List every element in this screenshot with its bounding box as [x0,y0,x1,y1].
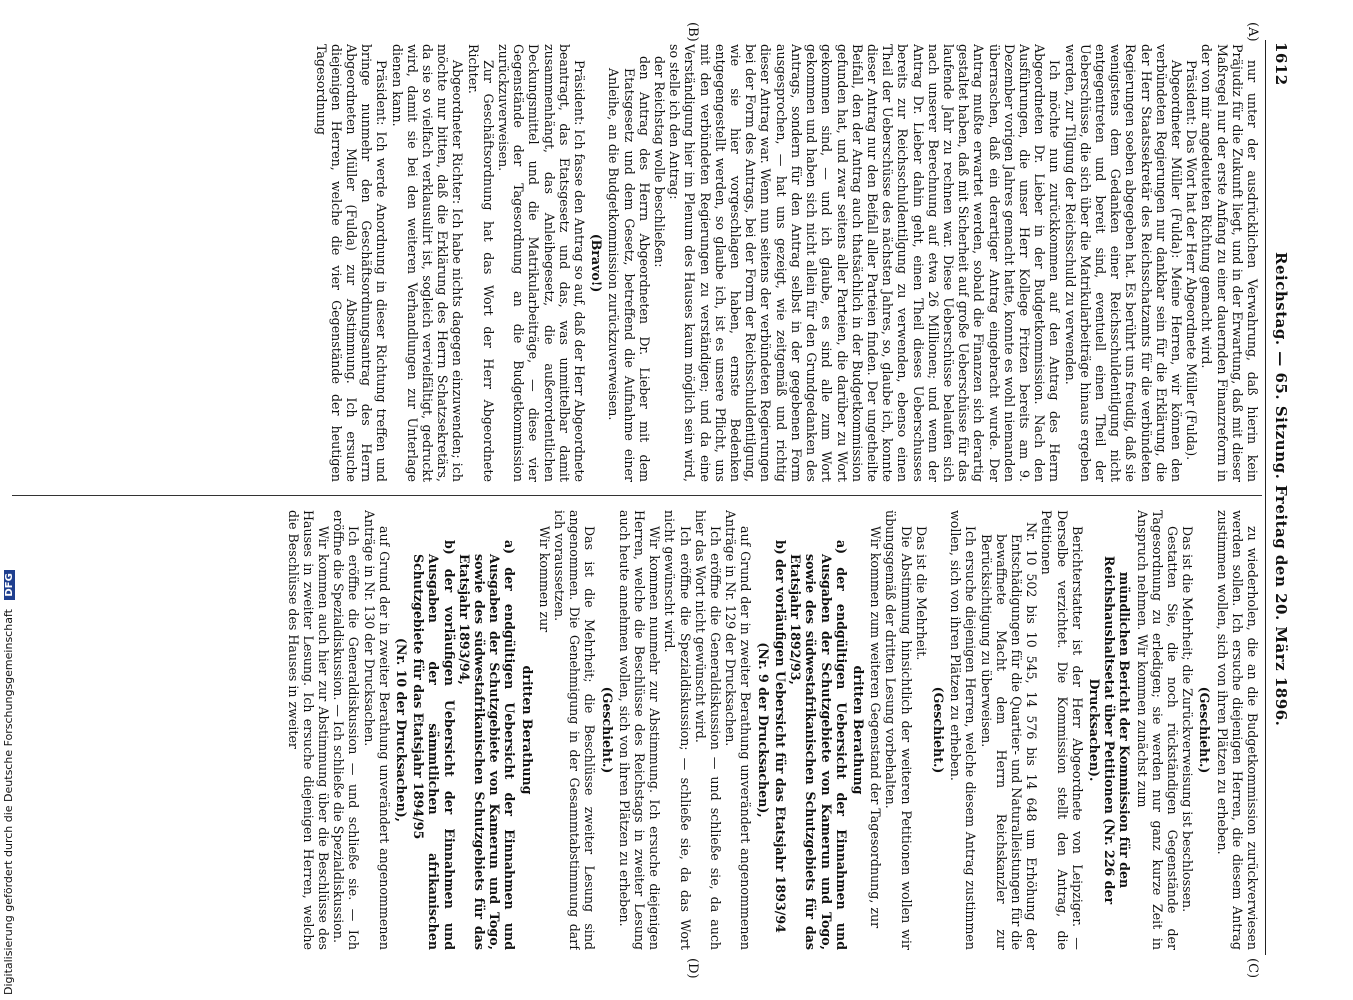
right-column-paragraph: Wir kommen zum weiteren Gegenstand der Tagesordnung, zur [868,526,884,929]
right-column-paragraph: (Geschieht.) [930,686,946,774]
credit-text: Digitalisierung gefördert durch die Deutsche Forschungsgemeinschaft [2,609,15,995]
margin-mark-c: (C) [1245,958,1260,979]
right-column-paragraph: Berichterstatter ist der Herr Abgeordnete von Leipziger. — Derselbe verzichtet. Die Kommission stellt den Antrag, die Petitionen [1039,510,1085,950]
page-number: 1612 [1272,42,1290,86]
right-column-paragraph: (Nr. 10 der Drucksachen), [394,637,410,823]
right-column-paragraph: (Nr. 9 der Drucksachen), [755,642,771,818]
left-column-paragraph: Zur Geschäftsordnung hat das Wort der Herr Abgeordnete Richter. [465,44,496,482]
header-rule [1265,40,1266,955]
right-column-paragraph: b) der vorläufigen Uebersicht für das Etatsjahr 1893/94 [772,540,788,933]
right-column-paragraph: Ich eröffne die Spezialdiskussion; — schließe sie, da das Wort nicht gewünscht wird. [662,510,693,950]
margin-mark-a: (A) [1245,22,1260,42]
left-column-paragraph: Ich möchte nun zurückkommen auf den Antrag des Herrn Abgeordneten Dr. Lieber in der Budgetkommission. Nach den Ausführungen, die unser Herr Kollege Fritzen bereits am 9. Dezember vorigen Jahres gemacht hatte, konnte es wohl niemanden überraschen, daß ein derartiger Antrag eingebracht wurde. Der Antrag mußte erwartet werden, sobald die Finanzen sich derartig gestaltet haben, daß mit Sicherheit auf große Ueberschüsse für das laufende Jahr zu rechnen war. Diese Ueberschüsse belaufen sich nach unserer Berechnung auf etwa 26 Millionen; und wenn der Antrag Dr. Lieber dahin geht, einen Theil dieses Ueberschusses bereits zur Reichsschuldentilgung zu verwenden, ebenso einen Theil der Ueberschüsse des nächsten Jahres, so, glaube ich, konnte dieser Antrag nur den Beifall aller Parteien finden. Der ungetheilte Beifall, den der Antrag auch thatsächlich in der Budgetkommission gefunden hat, und zwar seitens aller Parteien, die darüber zu Wort gekommen sind, — und ich glaube, es sind alle zum Wort gekommen und haben sich nicht allein für den Grundgedanken des Antrags, sondern für den Antrag selbst in der gegebenen Form ausgesprochen, — hat uns gezeigt, wie zeitgemäß und richtig dieser Antrag war. Wenn nun seitens der verbündeten Regierungen bei der Form des Antrags, bei der Form der Reichsschuldentilgung, wie sie hier vorgeschlagen haben, ernste Bedenken entgegengestellt werden, so glaube ich, ist es unsere Pflicht, uns mit den verbündeten Regierungen zu verständigen; und da eine Verständigung hier im Plenum des Hauses kaum möglich sein wird, so stelle ich den Antrag: [667,44,1063,482]
left-column-paragraph: der Reichstag wolle beschließen: [652,56,668,268]
left-column-paragraph: Abgeordneter Richter: Ich habe nichts dagegen einzuwenden; ich möchte nur bitten, daß die Erklärung des Herrn Schatzsekretärs, da sie so vielfach verklausulirt ist, sogleich vervielfältigt, gedruckt wird, damit sie bei den weiteren Verhandlungen zur Unterlage dienen kann. [389,44,466,482]
right-column-paragraph: Das ist die Mehrheit; die Beschlüsse zweiter Lesung sind angenommen. Die Genehmigung in der Gesammtabstimmung darf ich voraussetzen. [552,510,598,950]
digitization-credit [2,5,24,995]
right-column-paragraph: dritten Berathung [519,665,535,795]
right-column-paragraph: Wir kommen nunmehr zur Abstimmung. Ich ersuche diejenigen Herren, welche die Beschlüsse des Reichstags in zweiter Lesung auch heute annehmen wollen, sich von ihren Plätzen zu erheben. [616,510,663,950]
margin-mark-b: (B) [685,22,700,42]
right-column-paragraph: Ich eröffne die Generaldiskussion — und schließe sie, da auch hier das Wort nicht gewünscht wird. [692,510,724,950]
right-column [20,510,1260,950]
left-column-paragraph: Präsident: Ich werde Anordnung in dieser Richtung treffen und bringe nunmehr den Geschäftsordnungsantrag des Herrn Abgeordneten Müller (Fulda) zur Abstimmung. Ich ersuche diejenigen Herren, welche die vier Gegenstände der heutigen Tagesordnung [313,44,390,482]
right-column-paragraph: Wir kommen auch hier zur Abstimmung über die Beschlüsse des Hauses in zweiter Lesung. Ich ersuche diejenigen Herren, welche die Beschlüsse des Hauses in zweiter [285,510,332,950]
left-column [20,44,1260,482]
column-divider [12,495,1262,496]
right-column-paragraph: zu wiederholen, die an die Budgetkommission zurückverwiesen werden sollen. Ich ersuche diejenigen Herren, die diesem Antrag zustimmen wollen, sich von ihren Plätzen zu erheben. [1214,510,1260,950]
right-column-paragraph: (Geschieht.) [1197,686,1213,774]
right-column-paragraph: (Geschieht.) [599,686,615,774]
right-column-paragraph: auf Grund der in zweiter Berathung unverändert angenommenen Anträge in Nr. 130 der Drucksachen. [361,510,392,950]
right-column-paragraph: Gestatten Sie, die noch rückständigen Gegenstände der Tagesordnung zu erledigen; sie werden nur ganz kurze Zeit in Anspruch nehmen. Wir kommen zunächst zum [1134,510,1180,950]
right-column-paragraph: Ich ersuche diejenigen Herren, welche diesem Antrag zustimmen wollen, sich von ihren Plätzen zu erheben. [948,510,979,950]
left-column-paragraph: Präsident: Ich fasse den Antrag so auf, daß der Herr Abgeordnete beantragt, das Etatsgesetz und das, was unmittelbar damit zusammenhängt, das Anleihegesetz, die außerordentlichen Deckungsmittel und die Matrikularbeiträge, — diese vier Gegenstände der Tagesordnung an die Budgetkommission zurückzuverweisen. [496,44,588,482]
left-column-paragraph: (Bravo!) [589,233,605,293]
right-column-paragraph: Ich eröffne die Generaldiskussion — und schließe sie. — Ich eröffne die Spezialdiskussion. — Ich schließe die Spezialdiskussion. [331,510,362,950]
right-column-paragraph: a) der endgültigen Uebersicht der Einnahmen und Ausgaben der Schutzgebiete von Kamerun und Togo, sowie des südwestafrikanischen Schutzgebiets für das Etatsjahr 1892/93, [788,540,849,950]
left-column-paragraph: Abgeordneter Müller (Fulda): Meine Herren, wir können den verbündeten Regierungen nur dankbar sein für die Erklärung, die der Herr Staatssekretär des Reichsschatzamts für die verbündeten Regierungen soeben abgegeben hat. Es berührt uns freudig, daß sie wenigstens dem Gedanken einer Reichsschuldentilgung nicht entgegentreten und bereit sind, eventuell einen Theil der Ueberschüsse, die sich über die Matrikularbeiträge hinaus ergeben werden, zur Tilgung der Reichsschuld zu verwenden. [1062,44,1184,482]
right-column-paragraph: Nr. 10 502 bis 10 545, 14 576 bis 14 648 um Erhöhung der Entschädigungen für die Quartier- und Naturalleistungen für die bewaffnete Macht dem Herrn Reichskanzler zur Berücksichtigung zu überweisen. [978,522,1040,950]
right-column-paragraph: b) der vorläufigen Uebersicht der Einnahmen und Ausgaben der sämmtlichen afrikanischen Schutzgebiete für das Etatsjahr 1894/95 [411,540,457,950]
margin-mark-d: (D) [685,958,700,979]
left-column-paragraph: Präsident: Das Wort hat der Herr Abgeordnete Müller (Fulda). [1184,60,1200,461]
right-column-paragraph: auf Grund der in zweiter Berathung unverändert angenommenen Anträge in Nr. 129 der Drucksachen. [723,510,754,950]
right-column-paragraph: a) der endgültigen Uebersicht der Einnahmen und Ausgaben der Schutzgebiete von Kamerun und Togo, sowie des südwestafrikanischen Schutzgebiets für das Etatsjahr 1893/94, [456,540,518,950]
dfg-logo: DFG [4,570,15,599]
page-header [1266,42,1292,952]
right-column-paragraph: Das ist die Mehrheit. [913,526,929,661]
right-column-paragraph: Das ist die Mehrheit; die Zurückverweisung ist beschlossen. [1180,526,1196,913]
page-title: Reichstag. — 65. Sitzung. Freitag den 20. März 1896. [1272,252,1290,727]
footer-strip [0,0,28,1000]
left-column-paragraph: den Antrag des Herrn Abgeordneten Dr. Lieber mit dem Etatsgesetz und dem Gesetz, betreffend die Aufnahme einer Anleihe, an die Budgetkommission zurückzuverweisen. [606,56,652,482]
right-column-paragraph: Die Abstimmung hinsichtlich der weiteren Petitionen wollen wir übungsgemäß der dritten Lesung vorbehalten. [883,510,914,950]
right-column-paragraph: mündlichen Bericht der Kommission für den Reichshaushaltsetat über Petitionen (Nr. 226 der Drucksachen). [1086,555,1133,905]
left-column-paragraph: nur unter der ausdrücklichen Verwahrung, daß hierin kein Präjudiz für die Zukunft liegt, und in der Erwartung, daß mit dieser Maßregel nur der erste Anfang zu einer dauernden Finanzreform in der von mir angedeuteten Richtung gemacht wird. [1199,44,1260,482]
right-column-paragraph: Wir kommen zur [536,526,552,633]
right-column-paragraph: dritten Berathung [850,665,866,795]
